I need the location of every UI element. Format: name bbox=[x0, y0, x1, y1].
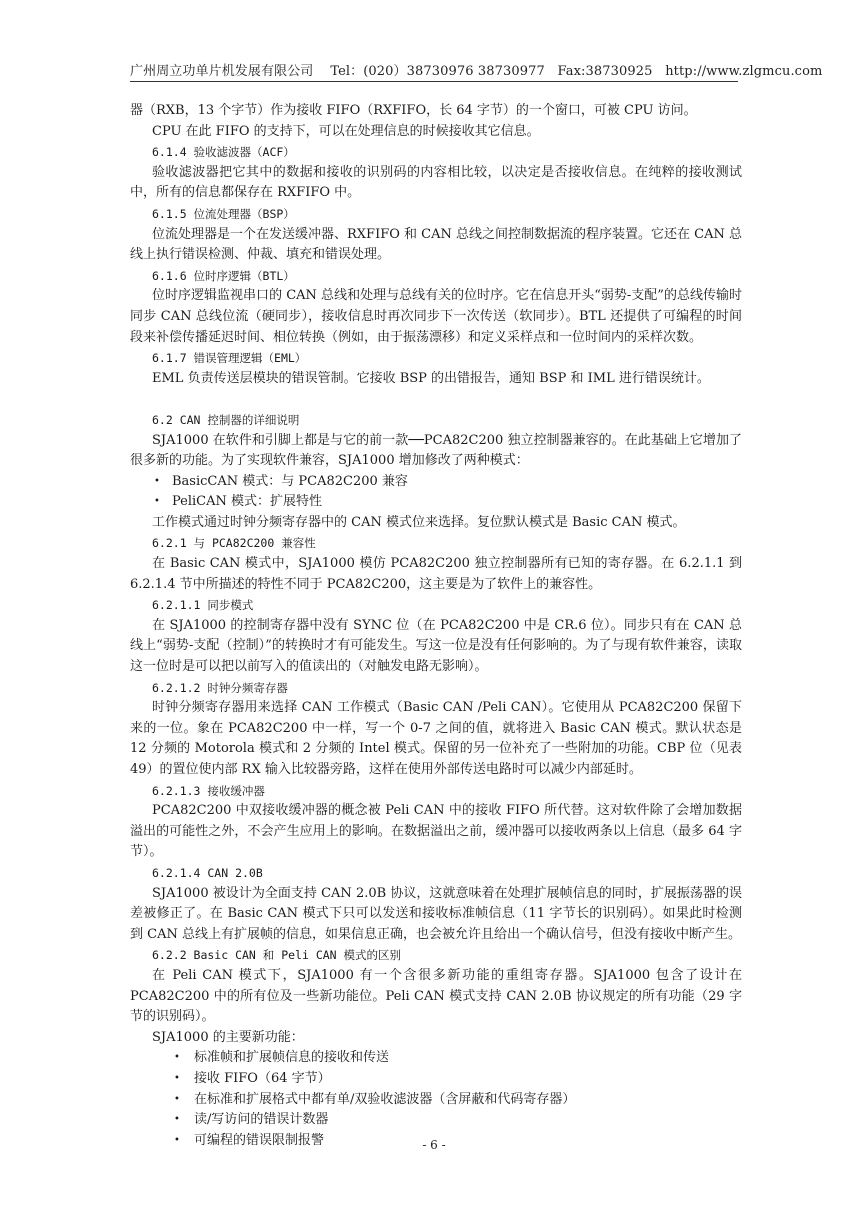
section-heading-6-1-7: 6.1.7 错误管理逻辑（EML） bbox=[152, 351, 307, 366]
section-heading-6-2-1-2: 6.2.1.2 时钟分频寄存器 bbox=[152, 680, 288, 695]
section-heading-6-1-6: 6.1.6 位时序逻辑（BTL） bbox=[152, 268, 295, 283]
section-heading-6-2-1-3: 6.2.1.3 接收缓冲器 bbox=[152, 783, 265, 798]
paragraph: SJA1000 被设计为全面支持 CAN 2.0B 协议，这就意味着在处理扩展帧信息的同时，扩展振荡器的误差被修正了。在 Basic CAN 模式下只可以发送和接收标准帧信息（11 字节长的识别码）。如果此时检测到 CAN 总线上有扩展帧的信息，如果信息正确，也会被允许且给出一个确认信号，但没有接收中断产生。 bbox=[130, 885, 742, 942]
section-heading-6-2-1: 6.2.1 与 PCA82C200 兼容性 bbox=[152, 536, 316, 551]
paragraph: 器（RXB，13 个字节）作为接收 FIFO（RXFIFO，长 64 字节）的一个窗口，可被 CPU 访问。 bbox=[130, 103, 697, 118]
paragraph: 位时序逻辑监视串口的 CAN 总线和处理与总线有关的位时序。它在信息开头“弱势-支配”的总线传输时同步 CAN 总线位流（硬同步），接收信息时再次同步下一次传送（软同步）。BTL 还提供了可编程的时间段来补偿传播延迟时间、相位转换（例如，由于振荡漂移）和定义采样点和一位时间内的采样次数。 bbox=[130, 288, 742, 345]
new-features-list bbox=[130, 1048, 742, 1151]
section-heading-6-2: 6.2 CAN 控制器的详细说明 bbox=[152, 412, 300, 427]
paragraph: CPU 在此 FIFO 的支持下，可以在处理信息的时候接收其它信息。 bbox=[152, 123, 540, 139]
list-item: • 接收 FIFO（64 字节） bbox=[130, 1069, 742, 1090]
header-company: 广州周立功单片机发展有限公司 bbox=[130, 64, 314, 79]
paragraph: 工作模式通过时钟分频寄存器中的 CAN 模式位来选择。复位默认模式是 Basic CAN 模式。 bbox=[152, 514, 686, 530]
page-number: - 6 - bbox=[422, 1138, 446, 1152]
section-heading-6-2-1-1: 6.2.1.1 同步模式 bbox=[152, 598, 254, 613]
paragraph: SJA1000 的主要新功能： bbox=[152, 1029, 304, 1045]
paragraph: 在 Peli CAN 模式下，SJA1000 有一个含很多新功能的重组寄存器。SJA1000 包含了设计在 PCA82C200 中的所有位及一些新功能位。Peli CAN 模式支持 CAN 2.0B 协议规定的所有功能（29 字节的识别码）。 bbox=[130, 967, 742, 1025]
section-heading-6-2-2: 6.2.2 Basic CAN 和 Peli CAN 模式的区别 bbox=[152, 948, 402, 963]
paragraph: EML 负责传送层模块的错误管制。它接收 BSP 的出错报告，通知 BSP 和 IML 进行错误统计。 bbox=[152, 370, 710, 386]
list-item: • BasicCAN 模式：与 PCA82C200 兼容 bbox=[130, 472, 742, 493]
paragraph: SJA1000 在软件和引脚上都是与它的前一款──PCA82C200 独立控制器兼容的。在此基础上它增加了很多新的功能。为了实现软件兼容，SJA1000 增加修改了两种模式： bbox=[130, 432, 742, 469]
page-body bbox=[130, 101, 742, 1151]
paragraph: 在 SJA1000 的控制寄存器中没有 SYNC 位（在 PCA82C200 中是 CR.6 位）。同步只有在 CAN 总线上“弱势-支配（控制）”的转换时才有可能发生。写这一位是没有任何影响的。为了与现有软件兼容，读取这一位时是可以把以前写入的值读出的（对触发电路无影响）。 bbox=[130, 617, 742, 675]
list-item: • 读/写访问的错误计数器 bbox=[130, 1110, 742, 1131]
list-item: • 在标准和扩展格式中都有单/双验收滤波器（含屏蔽和代码寄存器） bbox=[130, 1090, 742, 1111]
list-item: • 标准帧和扩展帧信息的接收和传送 bbox=[130, 1048, 742, 1069]
paragraph: 位流处理器是一个在发送缓冲器、RXFIFO 和 CAN 总线之间控制数据流的程序装置。它还在 CAN 总线上执行错误检测、仲裁、填充和错误处理。 bbox=[130, 226, 742, 263]
section-heading-6-1-4: 6.1.4 验收滤波器（ACF） bbox=[152, 145, 295, 160]
paragraph: 验收滤波器把它其中的数据和接收的识别码的内容相比较，以决定是否接收信息。在纯粹的接收测试中，所有的信息都保存在 RXFIFO 中。 bbox=[130, 164, 742, 201]
page-header bbox=[130, 60, 823, 79]
section-heading-6-1-5: 6.1.5 位流处理器（BSP） bbox=[152, 206, 295, 221]
header-fax: Fax:38730925 bbox=[557, 64, 653, 79]
paragraph: PCA82C200 中双接收缓冲器的概念被 Peli CAN 中的接收 FIFO 所代替。这对软件除了会增加数据溢出的可能性之外，不会产生应用上的影响。在数据溢出之前，缓冲器可以接收两条以上信息（最多 64 字节）。 bbox=[130, 803, 742, 860]
paragraph: 在 Basic CAN 模式中，SJA1000 模仿 PCA82C200 独立控制器所有已知的寄存器。在 6.2.1.1 到 6.2.1.4 节中所描述的特性不同于 PCA82C200，这主要是为了软件上的兼容性。 bbox=[130, 556, 742, 592]
list-item: • 可编程的错误限制报警 bbox=[130, 1131, 742, 1152]
spacer bbox=[130, 389, 742, 410]
list-item: • PeliCAN 模式：扩展特性 bbox=[130, 492, 742, 513]
header-divider bbox=[130, 81, 738, 82]
mode-list bbox=[130, 472, 742, 513]
paragraph: 时钟分频寄存器用来选择 CAN 工作模式（Basic CAN /Peli CAN）。它使用从 PCA82C200 保留下来的一位。象在 PCA82C200 中一样，写一个 0-7 之间的值，就将进入 Basic CAN 模式。默认状态是 12 分频的 Motorola 模式和 2 分频的 Intel 模式。保留的另一位补充了一些附加的功能。CBP 位（见表 49）的置位使内部 RX 输入比较器旁路，这样在使用外部传送电路时可以减少内部延时。 bbox=[130, 700, 742, 777]
header-url[interactable]: http://www.zlgmcu.com bbox=[665, 64, 823, 79]
header-tel: Tel：(020）38730976 38730977 bbox=[330, 64, 545, 79]
section-heading-6-2-1-4: 6.2.1.4 CAN 2.0B bbox=[152, 865, 263, 880]
